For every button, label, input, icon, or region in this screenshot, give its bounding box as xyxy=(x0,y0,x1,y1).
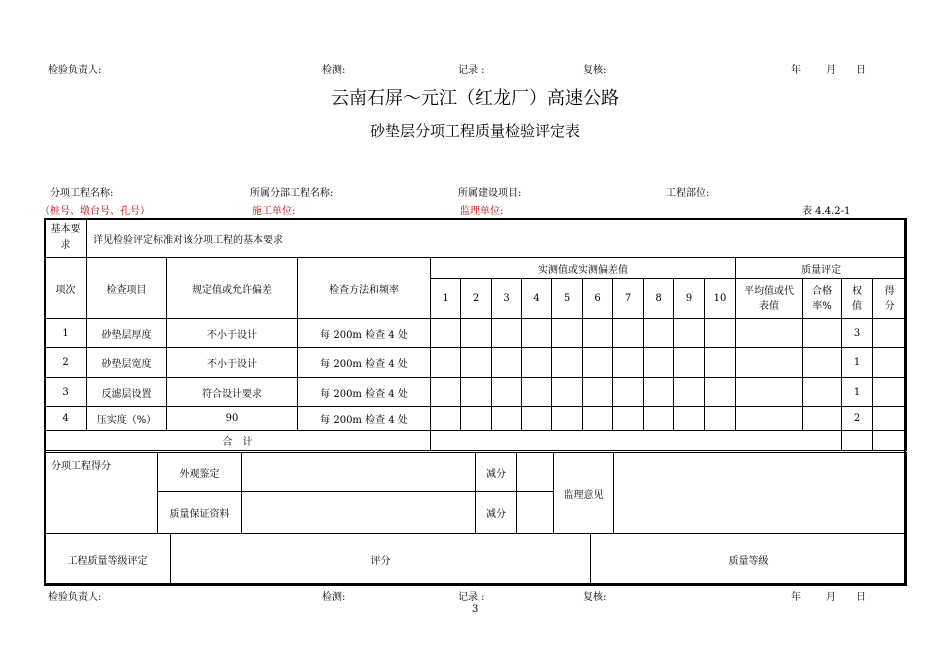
row-method: 每 200m 检查 4 处 xyxy=(298,348,431,378)
footer-record: 记录 : xyxy=(458,592,485,603)
col-num: 8 xyxy=(644,279,674,319)
footer-year: 年 xyxy=(791,592,801,603)
deduct-label-2: 减分 xyxy=(476,492,517,534)
project-label: 所属建设项目: xyxy=(458,188,522,199)
supervision-value xyxy=(614,453,907,534)
document-title: 云南石屏～元江（红龙厂）高速公路 xyxy=(331,88,619,109)
table-row xyxy=(45,378,907,407)
header-year: 年 xyxy=(791,65,801,76)
deduct-value-2 xyxy=(517,492,554,534)
row-seq: 2 xyxy=(45,348,87,378)
table-row xyxy=(45,319,907,348)
location-label: 工程部位: xyxy=(666,188,710,199)
appearance-label: 外观鉴定 xyxy=(158,453,242,492)
footer-inspector: 检验负责人: xyxy=(48,592,102,603)
col-score: 得分 xyxy=(873,279,907,319)
grade-table xyxy=(44,533,907,586)
pile-label: （桩号、墩台号、孔号） xyxy=(40,206,150,217)
inspection-table xyxy=(44,218,907,451)
basic-requirement-label: 基本要求 xyxy=(45,219,87,258)
row-spec: 90 xyxy=(167,407,298,431)
row-method: 每 200m 检查 4 处 xyxy=(298,378,431,407)
row-seq: 1 xyxy=(45,319,87,348)
table-row xyxy=(45,348,907,378)
footer-month: 月 xyxy=(826,592,836,603)
col-num: 5 xyxy=(552,279,583,319)
row-weight: 1 xyxy=(842,348,873,378)
row-item: 压实度（%） xyxy=(87,407,167,431)
row-weight: 1 xyxy=(842,378,873,407)
footer-day: 日 xyxy=(856,592,866,603)
col-num: 1 xyxy=(431,279,461,319)
item-name-label: 分项工程名称: xyxy=(50,188,114,199)
summary-table xyxy=(44,452,907,534)
header-day: 日 xyxy=(856,65,866,76)
deduct-label-1: 减分 xyxy=(476,453,517,492)
supervision-label: 监理意见 xyxy=(554,453,614,534)
header-month: 月 xyxy=(826,65,836,76)
footer-review: 复核: xyxy=(583,592,607,603)
col-num: 4 xyxy=(522,279,552,319)
col-pass: 合格率% xyxy=(803,279,842,319)
division-name-label: 所属分部工程名称: xyxy=(250,188,334,199)
grade-eval-label: 工程质量等级评定 xyxy=(45,534,171,586)
table-row xyxy=(45,407,907,431)
col-item: 检查项目 xyxy=(87,258,167,319)
col-num: 3 xyxy=(492,279,522,319)
col-weight: 权值 xyxy=(842,279,873,319)
score-label: 分项工程得分 xyxy=(45,453,158,534)
col-num: 6 xyxy=(583,279,613,319)
row-method: 每 200m 检查 4 处 xyxy=(298,319,431,348)
header-review: 复核: xyxy=(583,65,607,76)
appearance-value xyxy=(242,453,476,492)
col-seq: 项次 xyxy=(45,258,87,319)
col-quality: 质量评定 xyxy=(736,258,907,279)
row-seq: 4 xyxy=(45,407,87,431)
row-seq: 3 xyxy=(45,378,87,407)
col-measured: 实测值或实测偏差值 xyxy=(431,258,736,279)
table-number: 表 4.4.2-1 xyxy=(802,206,851,217)
quality-docs-label: 质量保证资料 xyxy=(158,492,242,534)
rating-label: 评分 xyxy=(171,534,591,586)
page-number: 3 xyxy=(472,604,479,615)
header-inspector: 检验负责人: xyxy=(48,65,102,76)
row-weight: 3 xyxy=(842,319,873,348)
total-row xyxy=(45,431,907,451)
contractor-label: 施工单位: xyxy=(252,206,296,217)
row-spec: 符合设计要求 xyxy=(167,378,298,407)
header-test: 检测: xyxy=(322,65,346,76)
col-method: 检查方法和频率 xyxy=(298,258,431,319)
row-spec: 不小于设计 xyxy=(167,348,298,378)
row-weight: 2 xyxy=(842,407,873,431)
row-method: 每 200m 检查 4 处 xyxy=(298,407,431,431)
row-item: 反滤层设置 xyxy=(87,378,167,407)
total-label: 合 计 xyxy=(45,431,431,451)
row-item: 砂垫层宽度 xyxy=(87,348,167,378)
row-item: 砂垫层厚度 xyxy=(87,319,167,348)
col-num: 2 xyxy=(461,279,492,319)
col-avg: 平均值或代表值 xyxy=(736,279,803,319)
col-spec: 规定值或允许偏差 xyxy=(167,258,298,319)
quality-docs-value xyxy=(242,492,476,534)
deduct-value-1 xyxy=(517,453,554,492)
footer-test: 检测: xyxy=(322,592,346,603)
supervisor-label: 监理单位: xyxy=(460,206,504,217)
col-num: 7 xyxy=(613,279,644,319)
row-spec: 不小于设计 xyxy=(167,319,298,348)
quality-grade-label: 质量等级 xyxy=(591,534,907,586)
header-record: 记录 : xyxy=(458,65,485,76)
basic-requirement-text: 详见检验评定标准对该分项工程的基本要求 xyxy=(87,219,907,258)
document-subtitle: 砂垫层分项工程质量检验评定表 xyxy=(369,122,580,140)
col-num: 9 xyxy=(674,279,705,319)
col-num: 10 xyxy=(705,279,736,319)
